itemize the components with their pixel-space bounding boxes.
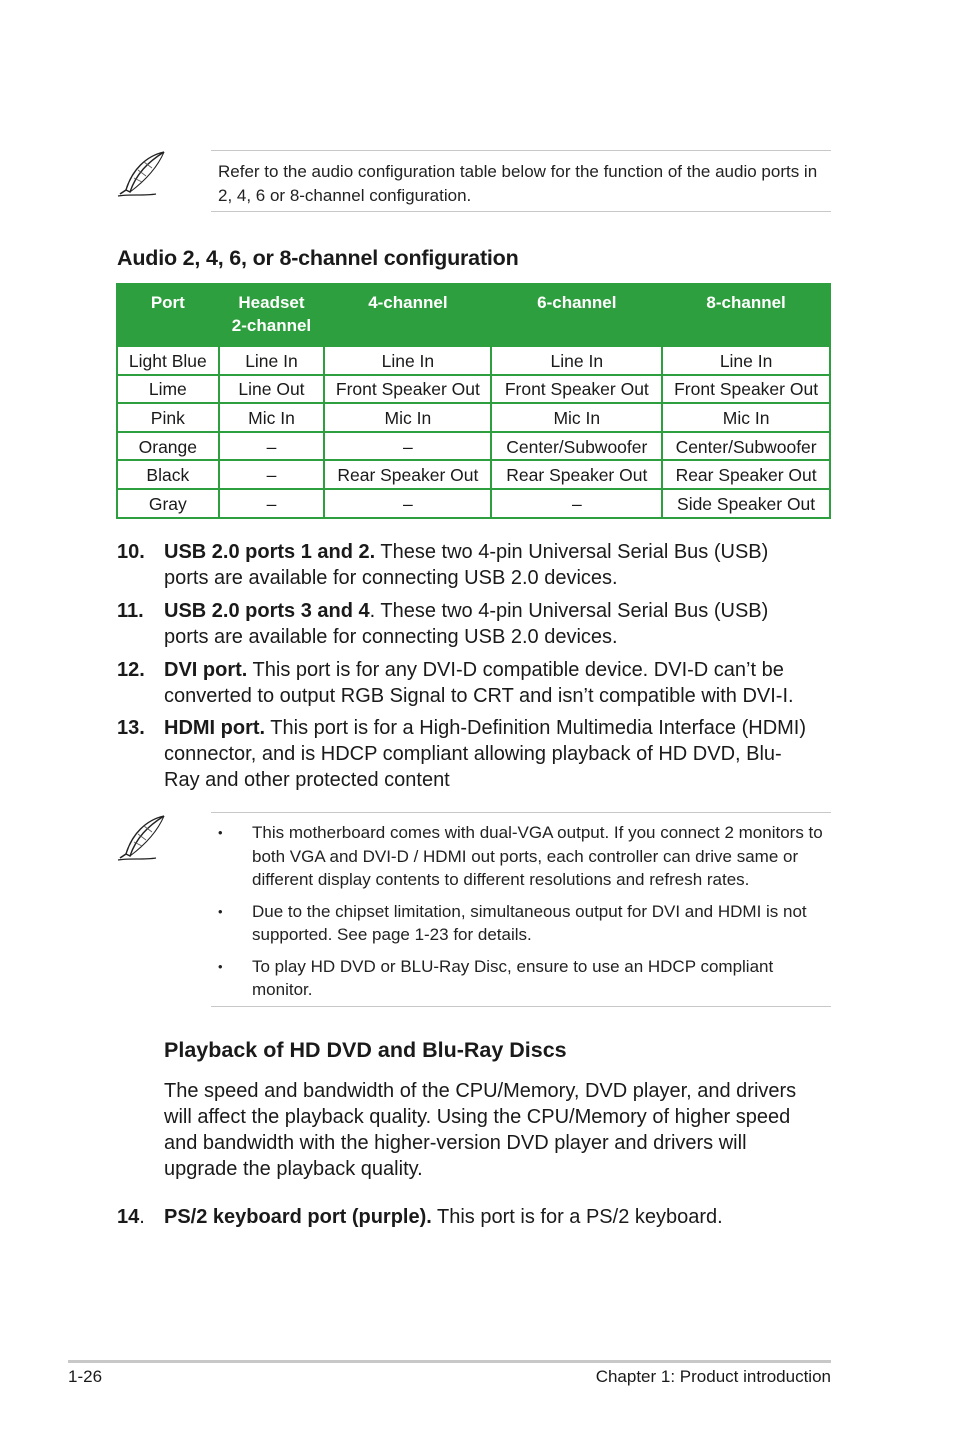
header-4-channel: 4-channel <box>324 284 491 346</box>
chapter-title: Chapter 1: Product introduction <box>595 1367 831 1386</box>
bullet-text: To play HD DVD or BLU-Ray Disc, ensure to use an HDCP compliant monitor. <box>252 956 774 999</box>
audio-config-table <box>116 283 831 519</box>
item-number: 11. <box>117 600 144 622</box>
item-text: This port is for a PS/2 keyboard. <box>431 1206 723 1228</box>
list-item-11 <box>117 598 817 650</box>
item-text: This port is for any DVI-D compatible device. DVI-D can’t be converted to output RGB Signal to CRT and isn’t compatible with DVI-I. <box>164 659 794 707</box>
table-row <box>117 346 830 375</box>
table-cell: Line In <box>491 346 662 375</box>
item-text: These two 4-pin Universal Serial Bus (USB) ports are available for connecting USB 2.0 devices. <box>164 541 769 589</box>
table-row <box>117 460 830 489</box>
table-row <box>117 489 830 518</box>
table-header-row <box>117 284 830 346</box>
bullet-text: This motherboard comes with dual-VGA output. If you connect 2 monitors to both VGA and DVI-D / HDMI out ports, each controller can drive same or different display contents to different resolutions and refresh rates. <box>252 823 823 889</box>
table-cell: Mic In <box>324 403 491 432</box>
table-cell: Rear Speaker Out <box>491 460 662 489</box>
table-cell: Center/Subwoofer <box>491 432 662 461</box>
header-8-channel: 8-channel <box>662 284 830 346</box>
item-number: 14 <box>117 1206 140 1228</box>
table-cell: Front Speaker Out <box>662 375 830 404</box>
item-number: 12. <box>117 659 145 681</box>
table-row <box>117 403 830 432</box>
item-bold-label: USB 2.0 ports 3 and 4 <box>164 600 370 622</box>
table-cell: Black <box>117 460 219 489</box>
header-headset: Headset 2-channel <box>219 284 325 346</box>
table-cell: – <box>219 460 325 489</box>
item-number: 13. <box>117 717 145 739</box>
feather-pen-icon <box>116 814 172 870</box>
playback-title: Playback of HD DVD and Blu-Ray Discs <box>164 1038 567 1062</box>
list-item-12 <box>117 657 817 709</box>
table-cell: Mic In <box>662 403 830 432</box>
table-cell: Orange <box>117 432 219 461</box>
item-bold-label: DVI port. <box>164 659 248 681</box>
bullet-text: Due to the chipset limitation, simultaneous output for DVI and HDMI is not supported. See page 1-23 for details. <box>252 901 807 944</box>
table-cell: Gray <box>117 489 219 518</box>
list-item-10 <box>117 539 817 591</box>
list-item <box>218 955 829 1002</box>
table-cell: Mic In <box>219 403 325 432</box>
table-cell: Line In <box>324 346 491 375</box>
table-cell: Front Speaker Out <box>491 375 662 404</box>
note-bottom <box>116 812 831 1008</box>
table-cell: Line In <box>219 346 325 375</box>
table-cell: Rear Speaker Out <box>324 460 491 489</box>
page-number: 1-26 <box>68 1367 103 1386</box>
table-row <box>117 375 830 404</box>
table-cell: Line In <box>662 346 830 375</box>
note-top-text: Refer to the audio configuration table below for the function of the audio ports in 2, 4, 6 or 8-channel configuration. <box>211 150 831 212</box>
table-cell: – <box>324 432 491 461</box>
header-6-channel: 6-channel <box>491 284 662 346</box>
item-number-sep: . <box>139 1206 145 1228</box>
note-top <box>116 150 831 214</box>
bullet: • <box>218 825 223 840</box>
table-cell: – <box>324 489 491 518</box>
table-cell: Side Speaker Out <box>662 489 830 518</box>
table-row <box>117 432 830 461</box>
item-text: This port is for a High-Definition Multimedia Interface (HDMI) connector, and is HDCP compliant allowing playback of HD DVD, Blu-Ray and other protected content <box>164 717 807 791</box>
item-bold-label: HDMI port. <box>164 717 266 739</box>
list-item-13 <box>117 715 817 793</box>
table-cell: Pink <box>117 403 219 432</box>
table-cell: – <box>219 489 325 518</box>
footer-divider <box>68 1360 831 1363</box>
bullet: • <box>218 903 223 919</box>
header-port: Port <box>117 284 219 346</box>
bullet: • <box>218 958 223 974</box>
table-cell: Lime <box>117 375 219 404</box>
feather-pen-icon <box>116 150 172 206</box>
playback-text: The speed and bandwidth of the CPU/Memory, DVD player, and drivers will affect the playback quality. Using the CPU/Memory of higher speed and bandwidth with the higher-version DVD player and drivers will upgrade the playback quality. <box>164 1080 797 1180</box>
audio-section-title: Audio 2, 4, 6, or 8-channel configuration <box>117 246 519 270</box>
item-number: 10. <box>117 541 145 563</box>
table-cell: Light Blue <box>117 346 219 375</box>
item-bold-label: USB 2.0 ports 1 and 2. <box>164 541 376 563</box>
table-cell: Center/Subwoofer <box>662 432 830 461</box>
note-bottom-box <box>211 812 831 1007</box>
list-item <box>218 900 829 947</box>
table-cell: – <box>491 489 662 518</box>
item-text: . These two 4-pin Universal Serial Bus (USB) ports are available for connecting USB 2.0 devices. <box>164 600 769 648</box>
table-cell: Mic In <box>491 403 662 432</box>
table-cell: – <box>219 432 325 461</box>
table-cell: Line Out <box>219 375 325 404</box>
item-bold-label: PS/2 keyboard port (purple). <box>164 1206 432 1228</box>
list-item <box>218 821 829 892</box>
table-cell: Front Speaker Out <box>324 375 491 404</box>
table-cell: Rear Speaker Out <box>662 460 830 489</box>
list-item-14 <box>117 1204 817 1230</box>
